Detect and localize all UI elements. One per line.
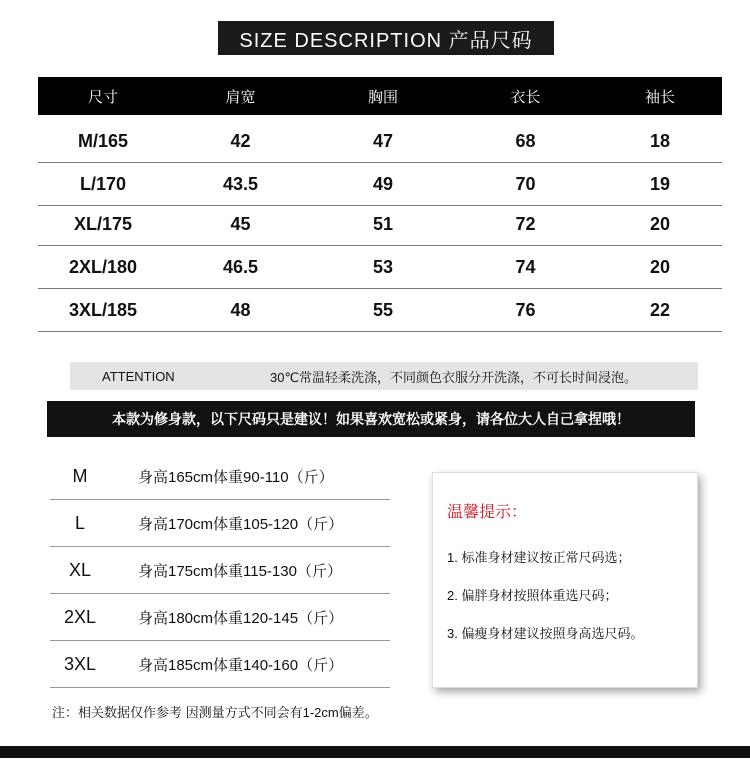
bottom-divider [0,746,750,758]
cell-chest: 53 [372,256,394,277]
cell-chest: 55 [372,299,394,320]
measurement-footnote: 注：相关数据仅作参考 因测量方式不同会有1-2cm偏差。 [52,705,378,720]
body-size-desc: 身高180cm体重120-145（斤） [138,609,344,627]
body-size-label: M [72,465,88,486]
cell-sleeve: 19 [649,173,671,194]
tip-item: 2. 偏胖身材按照体重选尺码； [447,588,618,603]
attention-text: 30℃常温轻柔洗涤，不同颜色衣服分开洗涤，不可长时间浸泡。 [270,369,638,385]
cell-size: XL/175 [73,213,133,234]
fit-notice-bar: 本款为修身款，以下尺码只是建议！如果喜欢宽松或紧身，请各位大人自己拿捏哦！ [47,401,695,437]
cell-size: 3XL/185 [68,299,138,320]
header-chest: 胸围 [367,88,398,106]
header-shoulder: 肩宽 [225,88,256,106]
body-size-label: 3XL [63,653,97,674]
body-size-label: XL [68,559,92,580]
size-table-header [38,77,722,115]
cell-chest: 51 [372,213,394,234]
tip-item: 3. 偏瘦身材建议按照身高选尺码。 [447,626,644,641]
cell-size: L/170 [79,173,127,194]
table-row [38,163,722,206]
tips-title: 温馨提示： [447,504,528,521]
attention-label: ATTENTION [102,368,175,384]
body-size-desc: 身高185cm体重140-160（斤） [138,656,344,674]
tip-item: 1. 标准身材建议按正常尺码选； [447,550,631,565]
header-length: 衣长 [510,88,541,106]
cell-sleeve: 20 [649,213,671,234]
body-size-label: 2XL [63,606,97,627]
cell-length: 76 [515,299,536,320]
cell-shoulder: 43.5 [222,173,259,194]
cell-shoulder: 46.5 [222,256,259,277]
cell-shoulder: 48 [230,299,251,320]
cell-sleeve: 18 [649,130,671,151]
cell-length: 74 [515,256,536,277]
cell-shoulder: 45 [230,213,251,234]
cell-length: 68 [515,130,536,151]
body-size-row [50,500,390,547]
header-sleeve: 袖长 [644,88,675,106]
header-size: 尺寸 [87,88,118,106]
cell-size: 2XL/180 [68,256,138,277]
cell-sleeve: 20 [649,256,671,277]
table-row [38,203,722,246]
table-row [38,289,722,332]
body-size-desc: 身高165cm体重90-110（斤） [138,468,334,486]
cell-sleeve: 22 [649,299,671,320]
body-size-desc: 身高175cm体重115-130（斤） [138,562,342,580]
table-row [38,246,722,289]
body-size-row [50,453,390,500]
body-size-row [50,547,390,594]
cell-length: 72 [515,213,536,234]
cell-size: M/165 [77,130,129,151]
body-size-label: L [74,512,85,533]
body-size-desc: 身高170cm体重105-120（斤） [138,515,344,533]
section-title: SIZE DESCRIPTION 产品尺码 [218,21,554,55]
body-size-row [50,594,390,641]
table-row [38,120,722,163]
tips-card [432,472,698,688]
cell-shoulder: 42 [230,130,251,151]
attention-bar [70,362,698,390]
cell-length: 70 [515,173,536,194]
cell-chest: 47 [372,130,394,151]
body-size-row [50,641,390,688]
cell-chest: 49 [372,173,394,194]
